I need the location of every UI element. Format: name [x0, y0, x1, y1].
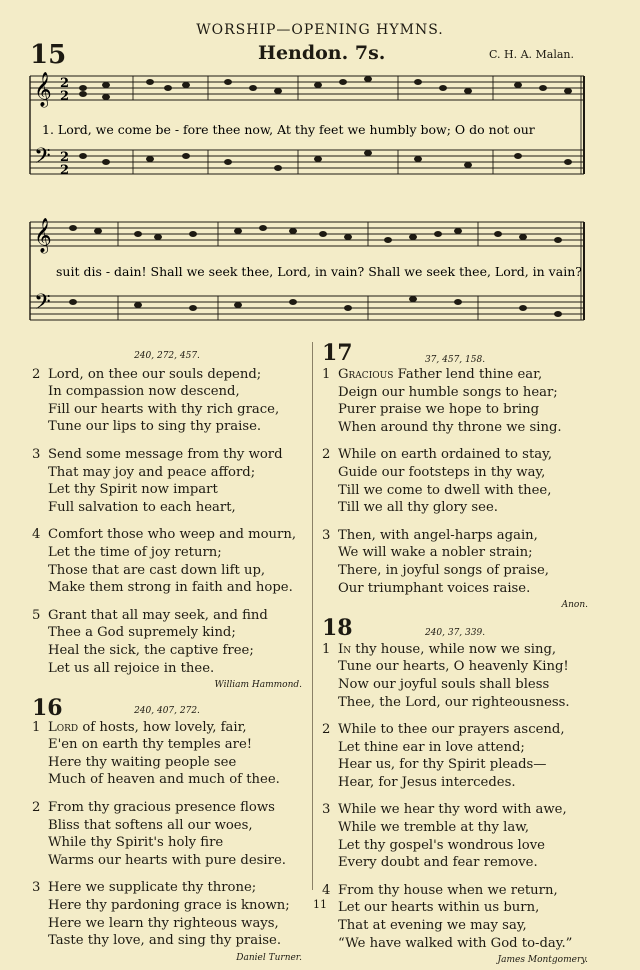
hymn18-heading: 18 240, 37, 339. [322, 614, 486, 641]
hymn16-author: Daniel Turner. [236, 952, 302, 963]
hymn15-stanza-2: 2 Lord, on thee our souls depend; In compassion now descend, Fill our hearts with thy rich grace, Tune our lips to sing thy praise. [32, 366, 280, 435]
tune-name: Hendon. 7s. [258, 42, 386, 64]
hymn17-author: Anon. [561, 600, 588, 611]
svg-text:2: 2 [60, 76, 70, 91]
hymn18-stanza-1: 1 In thy house, while now we sing, Tune our hearts, O heavenly King! Now our joyful souls shall bless Thee, the Lord, our righteousness. [322, 641, 570, 710]
hymn18-stanza-4: 4 From thy house when we return, Let our hearts within us burn, That at evening we may say, “We have walked with God to-day.” [322, 882, 573, 951]
composer: C. H. A. Malan. [488, 48, 574, 61]
hymn16-stanza-3: 3 Here we supplicate thy throne; Here thy pardoning grace is known; Here we learn thy righteous ways, Taste thy love, and sing thy praise. [32, 880, 290, 949]
hymn15-stanza-4: 4 Comfort those who weep and mourn, Let the time of joy return; Those that are cast down lift up, Make them strong in faith and hope. [32, 527, 297, 596]
hymn17-stanza-2: 2 While on earth ordained to stay, Guide our footsteps in thy way, Till we come to dwell with thee, Till we all thy glory see. [322, 447, 553, 516]
hymn17-stanza-1: 1 Gracious Father lend thine ear, Deign our humble songs to hear; Purer praise we hope to bring When around thy throne we sing. [322, 367, 562, 435]
running-header: WORSHIP—OPENING HYMNS. [196, 22, 444, 38]
hymn16-stanza-1: 1 Lord of hosts, how lovely, fair, E'en on earth thy temples are! Here thy waiting people see Much of heaven and much of thee. [32, 719, 280, 788]
hymn15-author: William Hammond. [214, 680, 302, 691]
hymn15-stanza-3: 3 Send some message from thy word That may joy and peace afford; Let thy Spirit now impart Full salvation to each heart, [32, 446, 283, 515]
music-system-2 [28, 208, 588, 338]
svg-text:2: 2 [60, 89, 70, 104]
hymn16-heading: 16 240, 407, 272. [32, 694, 200, 721]
hymn15-stanza-5: 5 Grant that all may seek, and find Thee a God supremely kind; Heal the sick, the captive free; Let us all rejoice in thee. [32, 607, 268, 676]
hymn18-stanza-3: 3 While we hear thy word with awe, While we tremble at thy law, Let thy gospel's wondrous love Every doubt and fear remove. [322, 802, 567, 871]
svg-text:𝄢: 𝄢 [34, 144, 51, 174]
svg-text:𝄞: 𝄞 [34, 218, 52, 253]
hymn17-stanza-3: 3 Then, with angel-harps again, We will wake a nobler strain; There, in joyful songs of praise, Our triumphant voices raise. [322, 527, 549, 596]
svg-text:2: 2 [60, 163, 70, 178]
left-column [32, 348, 302, 967]
hymn18-author: James Montgomery. [497, 955, 588, 966]
column-divider [312, 342, 313, 890]
hymn17-heading: 17 37, 457, 158. [322, 340, 486, 366]
svg-text:𝄢: 𝄢 [34, 290, 51, 320]
hymn15-meter: 240, 272, 457. [134, 351, 200, 361]
hymn-number-15: 15 [30, 40, 67, 70]
svg-text:𝄞: 𝄞 [34, 72, 52, 107]
hymn-number-18: 18 [322, 614, 353, 641]
right-column [322, 342, 588, 970]
svg-text:2: 2 [60, 150, 70, 165]
music-system-1 [28, 62, 588, 190]
hymn18-stanza-2: 2 While to thee our prayers ascend, Let thine ear in love attend; Hear us, for thy Spirit pleads— Hear, for Jesus intercedes. [322, 722, 565, 790]
hymn-number-17: 17 [322, 340, 353, 366]
hymn16-stanza-2: 2 From thy gracious presence flows Bliss that softens all our woes, While thy Spirit's holy fire Warms our hearts with pure desire. [32, 800, 286, 868]
lyric-underlay-1: 1. Lord, we come be - fore thee now, At thy feet we humbly bow; O do not our [42, 122, 535, 137]
lyric-underlay-2: suit dis - dain! Shall we seek thee, Lord, in vain? Shall we seek thee, Lord, in vain? [56, 264, 582, 279]
page-number: 11 [313, 898, 327, 911]
hymn-number-16: 16 [32, 694, 63, 721]
